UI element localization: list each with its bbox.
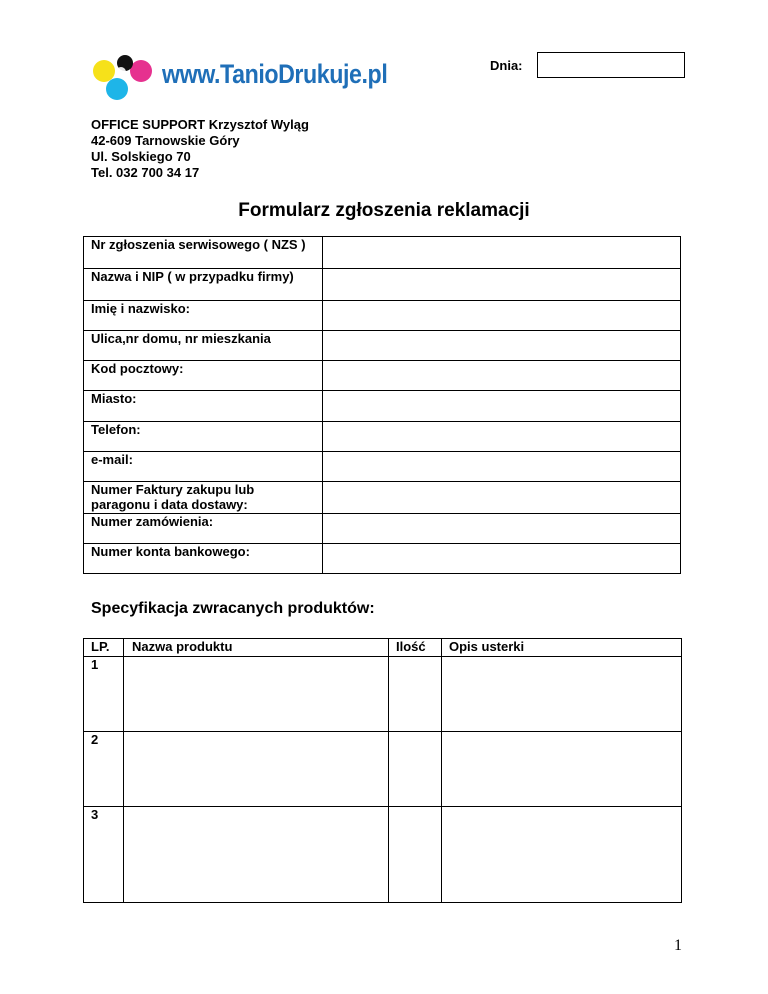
header-quantity: Ilość [389,639,442,657]
row-lp: 3 [84,807,124,903]
spec-title: Specyfikacja zwracanych produktów: [91,600,375,617]
table-row [84,807,682,903]
page-title: Formularz zgłoszenia reklamacji [238,200,530,221]
row-defect-description[interactable] [442,657,682,732]
label-street: Ulica,nr domu, nr mieszkania [84,331,323,361]
value-street[interactable] [323,331,681,361]
page-number: 1 [674,937,682,954]
logo-dot-cyan [106,78,128,100]
logo-dot-magenta [130,60,152,82]
header-defect-description: Opis usterki [442,639,682,657]
products-table [83,638,682,903]
value-city[interactable] [323,391,681,422]
logo-dot-yellow [93,60,115,82]
label-order-number: Numer zamówienia: [84,514,323,544]
date-field[interactable] [537,52,685,78]
row-lp: 1 [84,657,124,732]
value-postal-code[interactable] [323,361,681,391]
row-product-name[interactable] [124,732,389,807]
value-order-number[interactable] [323,514,681,544]
label-full-name: Imię i nazwisko: [84,301,323,331]
company-city: 42-609 Tarnowskie Góry [91,133,240,148]
row-lp: 2 [84,732,124,807]
label-invoice: Numer Faktury zakupu lub paragonu i data dostawy: [84,482,323,514]
label-bank-account: Numer konta bankowego: [84,544,323,574]
table-row [84,657,682,732]
value-phone[interactable] [323,422,681,452]
header-product-name: Nazwa produktu [124,639,389,657]
row-quantity[interactable] [389,807,442,903]
company-name: OFFICE SUPPORT Krzysztof Wyląg [91,117,309,132]
value-nzs[interactable] [323,237,681,269]
logo-text: www.TanioDrukuje.pl [162,59,388,89]
row-quantity[interactable] [389,732,442,807]
row-defect-description[interactable] [442,807,682,903]
logo-dot-white [116,67,126,77]
row-product-name[interactable] [124,657,389,732]
table-row [84,732,682,807]
value-company-nip[interactable] [323,269,681,301]
company-address [91,117,309,181]
row-defect-description[interactable] [442,732,682,807]
row-quantity[interactable] [389,657,442,732]
label-nzs: Nr zgłoszenia serwisowego ( NZS ) [84,237,323,269]
value-full-name[interactable] [323,301,681,331]
value-bank-account[interactable] [323,544,681,574]
complaint-form-table [83,236,681,574]
label-company-nip: Nazwa i NIP ( w przypadku firmy) [84,269,323,301]
company-phone: Tel. 032 700 34 17 [91,165,200,180]
company-street: Ul. Solskiego 70 [91,149,191,164]
value-email[interactable] [323,452,681,482]
label-postal-code: Kod pocztowy: [84,361,323,391]
value-invoice[interactable] [323,482,681,514]
label-phone: Telefon: [84,422,323,452]
table-header-row [84,639,682,657]
row-product-name[interactable] [124,807,389,903]
header-lp: LP. [84,639,124,657]
date-label: Dnia: [490,58,523,73]
label-city: Miasto: [84,391,323,422]
label-email: e-mail: [84,452,323,482]
